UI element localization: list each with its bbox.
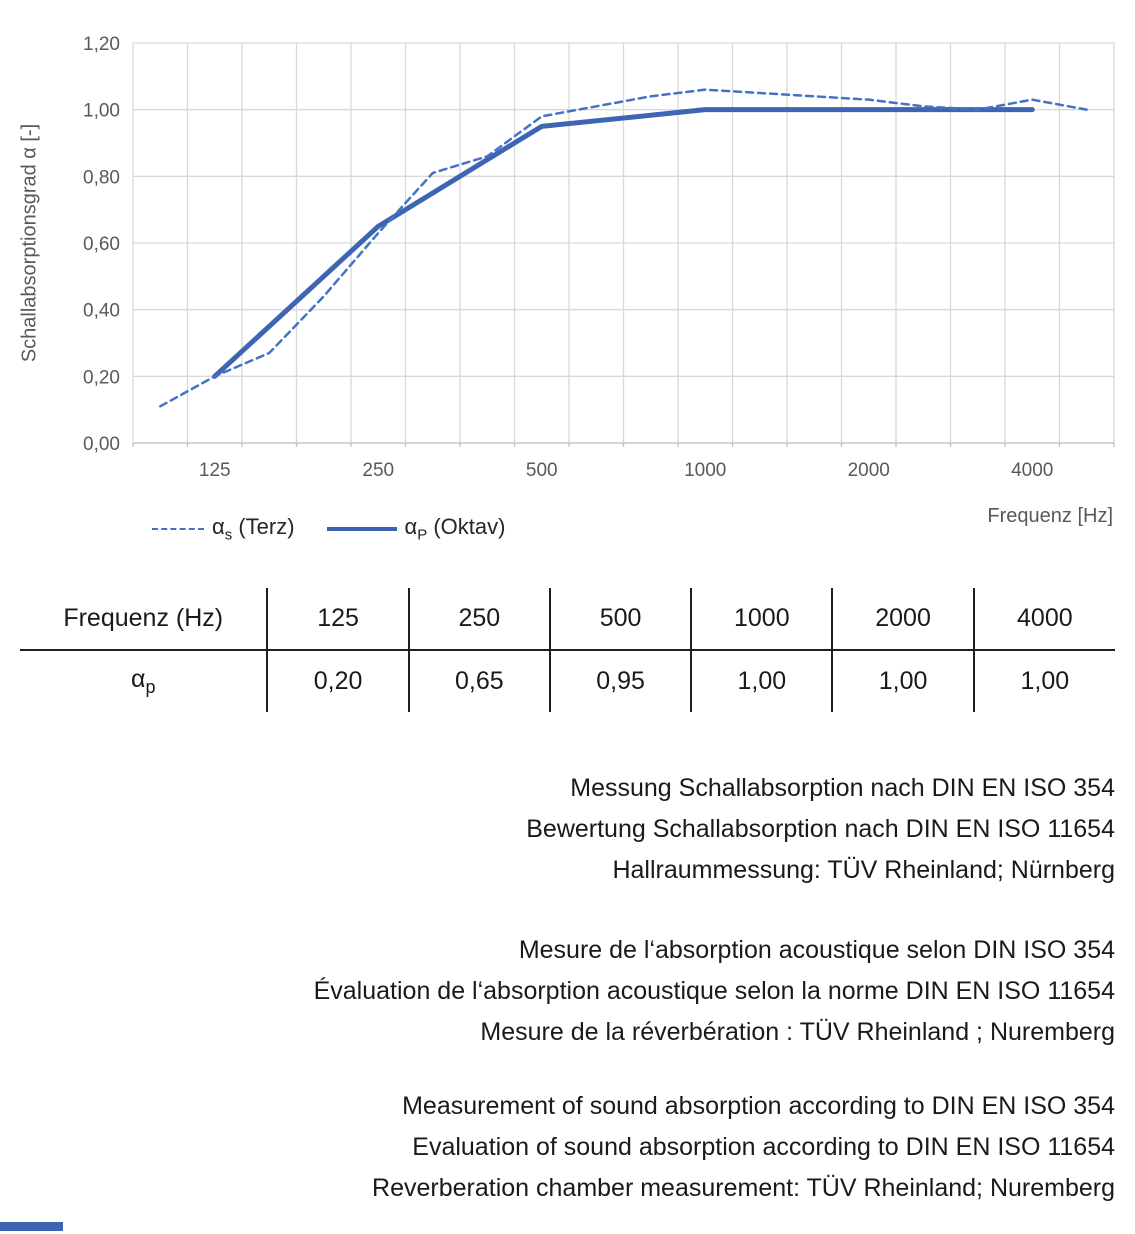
alpha-p-250: 0,65 (409, 650, 550, 712)
x-tick-label: 1000 (684, 460, 727, 481)
table-header-4000: 4000 (974, 588, 1115, 650)
x-tick-label: 4000 (1011, 460, 1054, 481)
x-tick-label: 500 (525, 460, 558, 481)
note-line: Mesure de la réverbération : TÜV Rheinland ; Nuremberg (480, 1018, 1115, 1046)
footer-accent-bar (0, 1222, 63, 1231)
legend-item-oktav (327, 514, 506, 543)
alpha-p-125: 0,20 (267, 650, 408, 712)
table-value-row (20, 650, 1115, 712)
alpha-p-table (20, 588, 1115, 712)
absorption-chart (0, 0, 1135, 495)
y-axis-title: Schallabsorptionsgrad α [-] (18, 123, 41, 363)
notes-french (20, 930, 1115, 1053)
legend-item-terz (152, 514, 295, 543)
table-header-frequency: Frequenz (Hz) (20, 588, 267, 650)
table-header-125: 125 (267, 588, 408, 650)
alpha-p-500: 0,95 (550, 650, 691, 712)
notes-english (20, 1086, 1115, 1209)
y-tick-label: 0,40 (83, 300, 120, 322)
y-tick-label: 0,60 (83, 234, 120, 255)
note-line: Measurement of sound absorption according to DIN EN ISO 354 (402, 1092, 1115, 1120)
note-line: Messung Schallabsorption nach DIN EN ISO 354 (570, 774, 1115, 802)
table-header-1000: 1000 (691, 588, 832, 650)
alpha-p-row-label: $\alpha_p$ (20, 650, 267, 712)
chart-section (0, 0, 1135, 565)
table-header-row (20, 588, 1115, 650)
y-tick-label: 1,20 (83, 34, 120, 55)
dashed-line-sample-icon (152, 528, 204, 530)
note-line: Evaluation of sound absorption according to DIN EN ISO 11654 (412, 1133, 1115, 1161)
note-line: Mesure de l‘absorption acoustique selon DIN ISO 354 (518, 936, 1115, 964)
table-header-500: 500 (550, 588, 691, 650)
alpha-p-1000: 1,00 (691, 650, 832, 712)
x-tick-label: 250 (362, 460, 395, 481)
solid-line-sample-icon (327, 527, 397, 531)
note-line: Évaluation de l‘absorption acoustique selon la norme DIN EN ISO 11654 (313, 977, 1115, 1005)
y-tick-label: 0,00 (83, 434, 120, 455)
chart-legend (152, 514, 505, 543)
alpha-p-2000: 1,00 (832, 650, 973, 712)
table-header-250: 250 (409, 588, 550, 650)
y-tick-label: 1,00 (83, 100, 120, 122)
note-line: Bewertung Schallabsorption nach DIN EN ISO 11654 (526, 815, 1115, 843)
note-line: Hallraummessung: TÜV Rheinland; Nürnberg (612, 856, 1115, 884)
legend-label-terz: $\alpha_s$ (Terz) (212, 514, 295, 544)
alpha-p-4000: 1,00 (1020, 667, 1070, 695)
x-tick-label: 2000 (847, 460, 890, 481)
y-tick-label: 0,80 (83, 167, 120, 189)
notes-german (20, 768, 1115, 891)
legend-label-oktav: $\alpha_P$ (Oktav) (404, 514, 506, 544)
y-tick-label: 0,20 (83, 367, 120, 389)
table-header-2000: 2000 (832, 588, 973, 650)
x-tick-label: 125 (198, 460, 231, 481)
note-line: Reverberation chamber measurement: TÜV Rheinland; Nuremberg (372, 1174, 1115, 1202)
x-axis-title: Frequenz [Hz] (987, 505, 1113, 527)
